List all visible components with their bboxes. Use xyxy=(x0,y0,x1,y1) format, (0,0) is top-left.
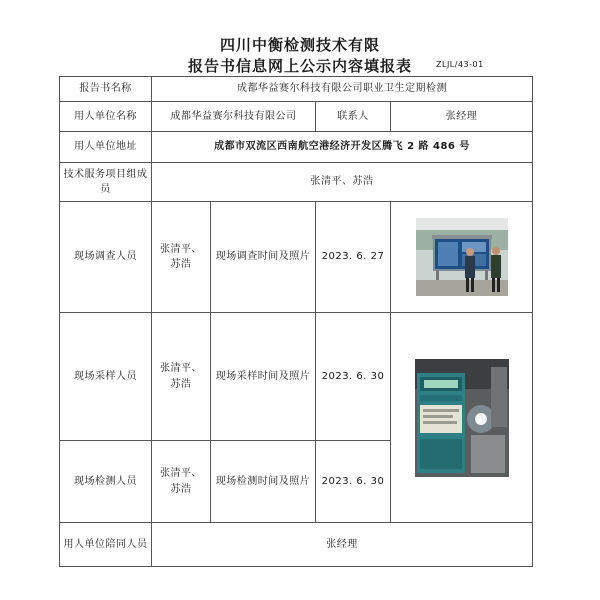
info-form-table xyxy=(59,76,533,567)
report-name-label: 报告书名称 xyxy=(60,77,152,102)
sampling-time-label: 现场采样时间及照片 xyxy=(211,313,316,441)
testing-persons: 张清平、苏浩 xyxy=(152,441,211,523)
row-team xyxy=(60,163,533,202)
form-title: 报告书信息网上公示内容填报表 xyxy=(187,57,412,75)
sampling-label: 现场采样人员 xyxy=(60,313,152,441)
survey-photo-cell xyxy=(391,202,533,313)
sampling-date: 2023. 6. 30 xyxy=(316,313,391,441)
row-employer xyxy=(60,102,533,132)
address-label: 用人单位地址 xyxy=(60,132,152,163)
address-value: 成都市双流区西南航空港经济开发区腾飞 2 路 486 号 xyxy=(152,132,533,163)
survey-date: 2023. 6. 27 xyxy=(316,202,391,313)
row-address xyxy=(60,132,533,163)
row-survey xyxy=(60,202,533,313)
survey-time-label: 现场调查时间及照片 xyxy=(211,202,316,313)
escort-label: 用人单位陪同人员 xyxy=(60,523,152,567)
testing-label: 现场检测人员 xyxy=(60,441,152,523)
survey-persons: 张清平、苏浩 xyxy=(152,202,211,313)
contact-value: 张经理 xyxy=(391,102,533,132)
team-label: 技术服务项目组成员 xyxy=(60,163,152,202)
row-sampling xyxy=(60,313,533,441)
employer-value: 成都华益赛尔科技有限公司 xyxy=(152,102,316,132)
company-title: 四川中衡检测技术有限 xyxy=(219,36,380,54)
sampling-photo-cell xyxy=(391,313,533,523)
row-report-name xyxy=(60,77,533,102)
sampling-photo xyxy=(415,359,509,477)
survey-label: 现场调查人员 xyxy=(60,202,152,313)
document-number: ZLJL/43-01 xyxy=(436,60,484,69)
row-escort xyxy=(60,523,533,567)
employer-label: 用人单位名称 xyxy=(60,102,152,132)
sampling-persons: 张清平、苏浩 xyxy=(152,313,211,441)
report-name-value: 成都华益赛尔科技有限公司职业卫生定期检测 xyxy=(152,77,533,102)
escort-value: 张经理 xyxy=(152,523,533,567)
survey-photo xyxy=(416,218,508,296)
contact-label: 联系人 xyxy=(316,102,391,132)
team-value: 张清平、苏浩 xyxy=(152,163,533,202)
testing-date: 2023. 6. 30 xyxy=(316,441,391,523)
testing-time-label: 现场检测时间及照片 xyxy=(211,441,316,523)
